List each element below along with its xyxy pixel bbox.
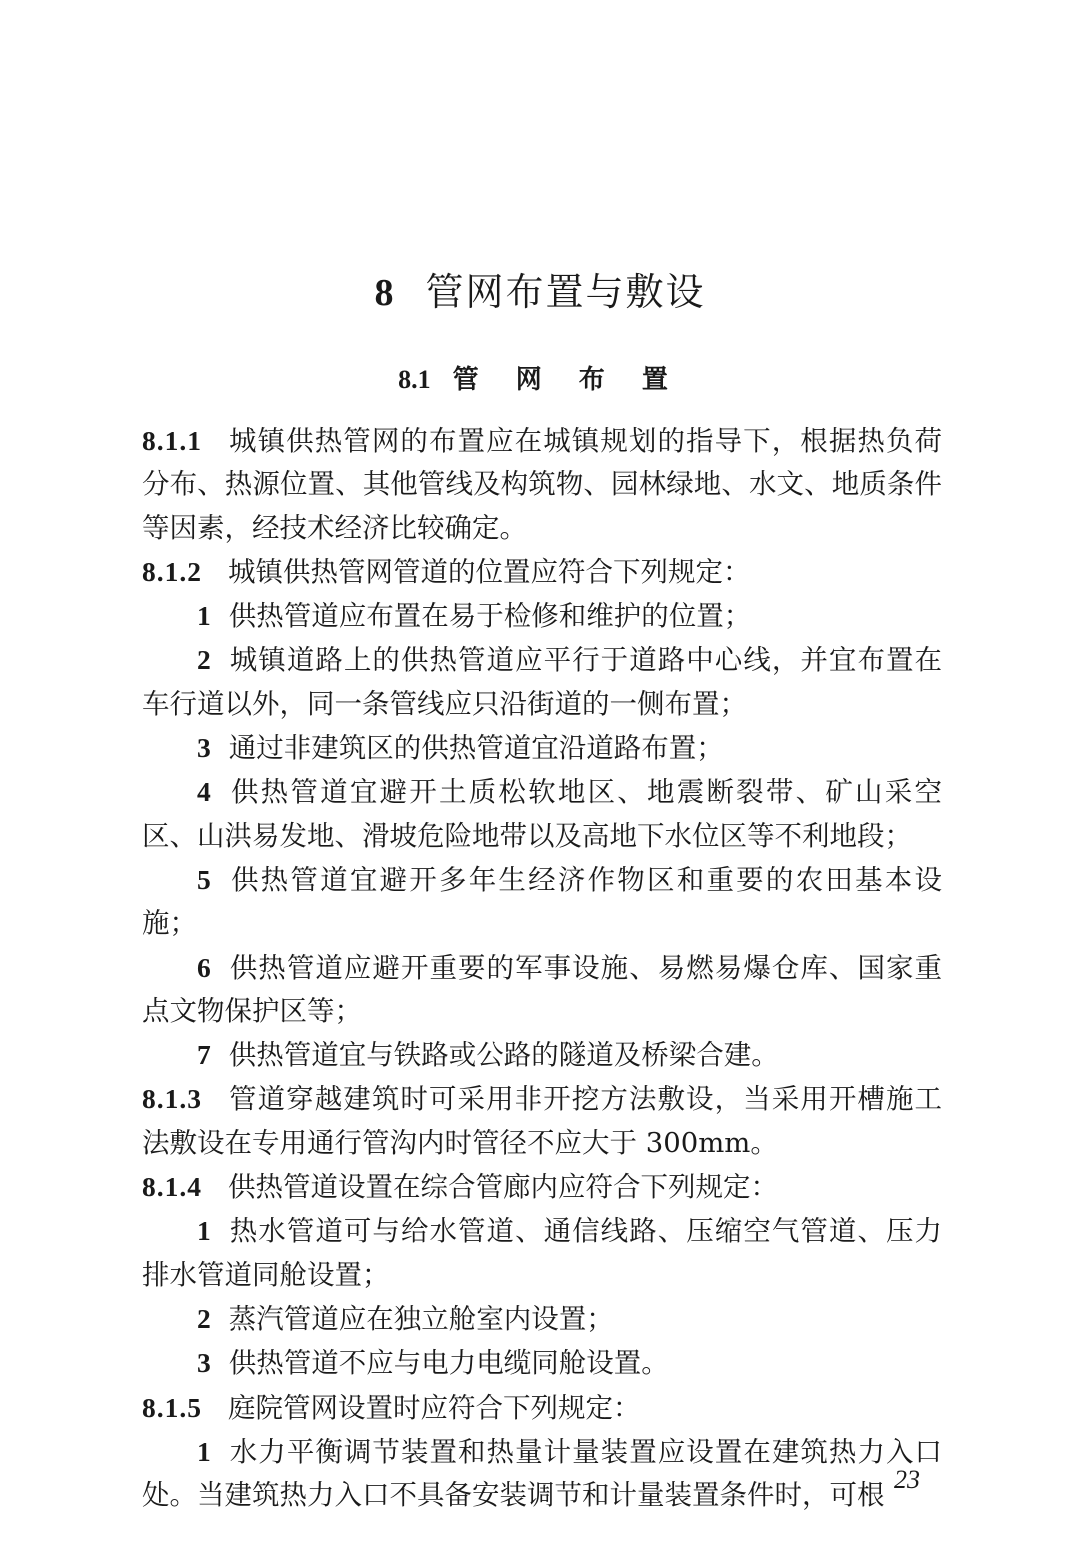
list-item xyxy=(142,1297,942,1341)
body-text xyxy=(142,419,942,1517)
clause-text: 庭院管网设置时应符合下列规定： xyxy=(228,1391,641,1424)
chapter-title xyxy=(0,262,1080,323)
list-item xyxy=(142,1033,942,1077)
item-text: 蒸汽管道应在独立舱室内设置； xyxy=(228,1302,614,1335)
section-number: 8.1 xyxy=(398,365,431,394)
chapter-number: 8 xyxy=(374,272,396,314)
clause-8-1-5 xyxy=(142,1386,942,1430)
list-item xyxy=(142,594,942,638)
section-title xyxy=(0,358,1080,402)
list-item xyxy=(142,946,942,1034)
page-number: 23 xyxy=(894,1465,920,1494)
item-number: 4 xyxy=(197,776,211,808)
clause-number: 8.1.5 xyxy=(142,1391,202,1423)
item-number: 1 xyxy=(197,1435,211,1467)
clause-8-1-4 xyxy=(142,1165,942,1209)
clause-8-1-3 xyxy=(142,1077,942,1165)
list-item xyxy=(142,1341,942,1385)
item-text: 城镇道路上的供热管道应平行于道路中心线，并宜布置在车行道以外，同一条管线应只沿街道的一侧布置； xyxy=(142,644,942,720)
clause-number: 8.1.3 xyxy=(142,1083,202,1115)
clause-number: 8.1.1 xyxy=(142,425,202,456)
chapter-title-text: 管网布置与敷设 xyxy=(425,270,706,314)
list-item xyxy=(142,770,942,858)
list-item xyxy=(142,1209,942,1297)
item-number: 1 xyxy=(197,1215,211,1247)
item-number: 3 xyxy=(197,1347,211,1379)
clause-text: 城镇供热管网的布置应在城镇规划的指导下，根据热负荷分布、热源位置、其他管线及构筑物、园林绿地、水文、地质条件等因素，经技术经济比较确定。 xyxy=(142,425,942,544)
list-item xyxy=(142,858,942,946)
item-text: 水力平衡调节装置和热量计量装置应设置在建筑热力入口处。当建筑热力入口不具备安装调节和计量装置条件时，可根 xyxy=(142,1435,942,1512)
section-title-text: 管 网 布 置 xyxy=(452,365,682,395)
clause-number: 8.1.4 xyxy=(142,1171,202,1203)
clause-8-1-2 xyxy=(142,550,942,594)
item-text: 供热管道应避开重要的军事设施、易燃易爆仓库、国家重点文物保护区等； xyxy=(142,951,942,1027)
clause-8-1-1 xyxy=(142,419,942,550)
clause-text: 管道穿越建筑时可采用非开挖方法敷设，当采用开槽施工法敷设在专用通行管沟内时管径不应大于 300mm。 xyxy=(142,1083,942,1159)
item-text: 通过非建筑区的供热管道宜沿道路布置； xyxy=(228,732,724,765)
item-text: 供热管道宜与铁路或公路的隧道及桥梁合建。 xyxy=(228,1039,779,1072)
item-number: 2 xyxy=(197,644,211,676)
clause-text: 供热管道设置在综合管廊内应符合下列规定： xyxy=(228,1171,778,1204)
item-number: 1 xyxy=(197,600,211,632)
item-number: 3 xyxy=(197,732,211,764)
item-text: 供热管道应布置在易于检修和维护的位置； xyxy=(228,600,752,633)
item-text: 供热管道不应与电力电缆同舱设置。 xyxy=(228,1347,669,1380)
item-number: 2 xyxy=(197,1302,211,1334)
list-item xyxy=(142,726,942,770)
clause-text: 城镇供热管网管道的位置应符合下列规定： xyxy=(228,555,751,588)
clause-number: 8.1.2 xyxy=(142,555,202,587)
list-item xyxy=(142,1430,942,1518)
item-text: 供热管道宜避开多年生经济作物区和重要的农田基本设施； xyxy=(142,863,942,940)
list-item xyxy=(142,638,942,726)
item-number: 6 xyxy=(197,951,211,983)
item-text: 热水管道可与给水管道、通信线路、压缩空气管道、压力排水管道同舱设置； xyxy=(142,1215,942,1291)
item-number: 7 xyxy=(197,1039,211,1071)
item-number: 5 xyxy=(197,863,211,895)
item-text: 供热管道宜避开土质松软地区、地震断裂带、矿山采空区、山洪易发地、滑坡危险地带以及高地下水位区等不利地段； xyxy=(142,776,942,852)
